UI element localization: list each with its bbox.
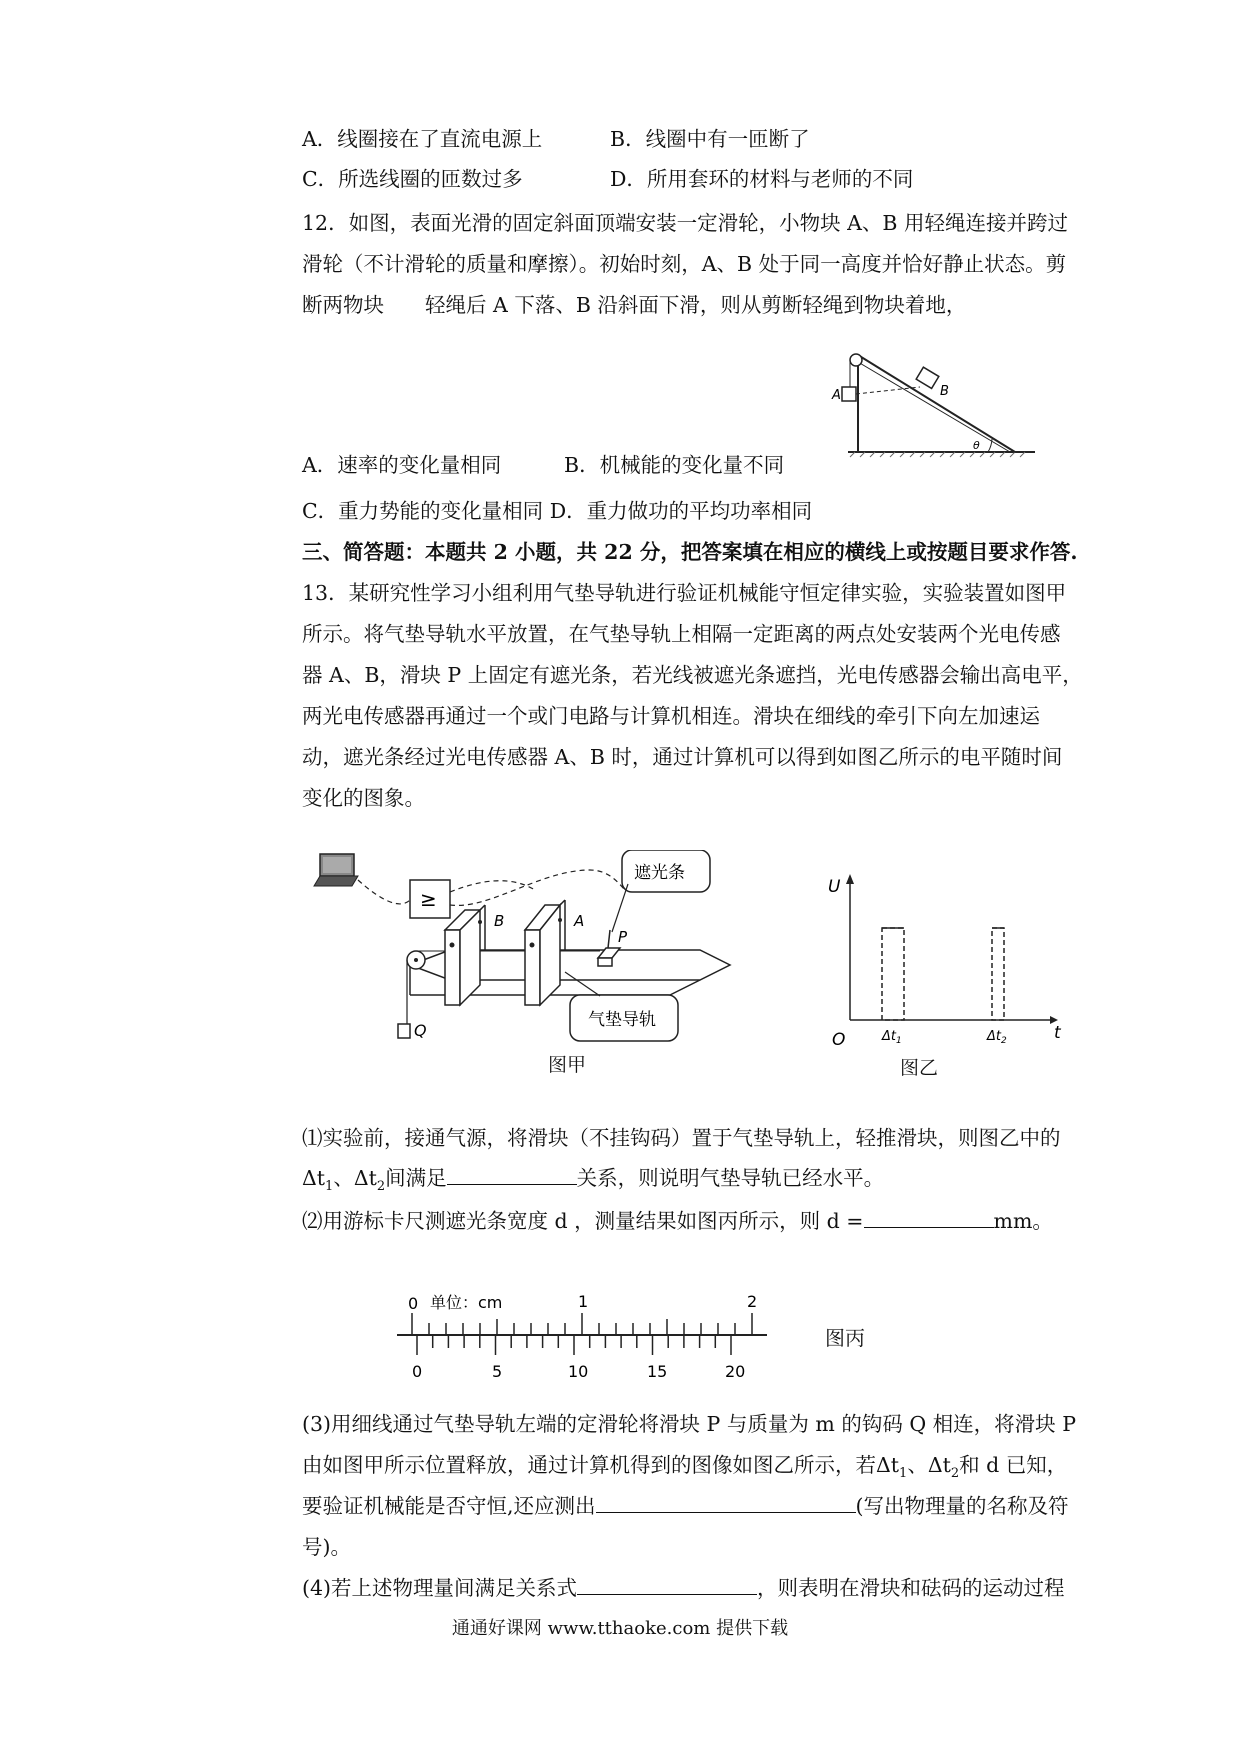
q13-stem-line-3: 器 A、B，滑块 P 上固定有遮光条，若光线被遮光条遮挡，光电传感器会输出高电平， (302, 663, 1083, 687)
callout-shade-strip (612, 850, 710, 932)
weight-q (398, 1024, 410, 1038)
q12-stem-line-3: 断两物块 轻绳后 A 下落、B 沿斜面下滑，则从剪断轻绳到物块着地， (302, 293, 967, 317)
caption-fig-bing: 图丙 (825, 1326, 865, 1350)
main-label-2: 2 (747, 1292, 758, 1311)
caption-fig-yi: 图乙 (900, 1057, 939, 1079)
callout-air-rail (565, 972, 678, 1041)
label-b: B (494, 912, 505, 930)
q11-option-d: D．所用套环的材料与老师的不同 (610, 167, 914, 191)
incline-pulley-figure (810, 345, 1045, 460)
q13-part3-line-3: 要验证机械能是否守恒,还应测出 (写出物理量的名称及符 (302, 1494, 1069, 1518)
unit-label: 单位：cm (430, 1293, 503, 1312)
label-q: Q (414, 1021, 427, 1040)
q13-part3-line-2: 由如图甲所示位置释放，通过计算机得到的图像如图乙所示，若$\Delta t_1$、$\Delta t_2$和 d 已知， (302, 1453, 1068, 1482)
y-axis-label: U (828, 877, 841, 897)
q13-stem-line-2: 所示。将气垫导轨水平放置，在气垫导轨上相隔一定距离的两点处安装两个光电传感 (302, 622, 1061, 646)
main-label-1: 1 (578, 1292, 589, 1311)
q11-option-b: B．线圈中有一匝断了 (610, 127, 810, 151)
answer-blank-4[interactable] (577, 1574, 757, 1595)
label-block-a: A (832, 388, 841, 403)
q13-part1-line-1: ⑴实验前，接通气源，将滑块（不挂钩码）置于气垫导轨上，轻推滑块，则图乙中的 (302, 1126, 1061, 1150)
q12-stem-line-2: 滑轮（不计滑轮的质量和摩擦）。初始时刻，A、B 处于同一高度并恰好静止状态。剪 (302, 252, 1067, 276)
q11-option-c: C．所选线圈的匝数过多 (302, 167, 523, 191)
label-angle-theta: θ (973, 439, 980, 452)
q13-stem-line-5: 动，遮光条经过光电传感器 A、B 时，通过计算机可以得到如图乙所示的电平随时间 (302, 745, 1063, 769)
vernier-label-10: 10 (568, 1362, 589, 1381)
q13-part4-line: (4)若上述物理量间满足关系式 ，则表明在滑块和砝码的运动过程 (302, 1576, 1065, 1600)
q13-stem-line-1: 13．某研究性学习小组利用气垫导轨进行验证机械能守恒定律实验，实验装置如图甲 (302, 581, 1067, 605)
caption-fig-jia: 图甲 (548, 1054, 587, 1076)
answer-blank-2[interactable] (864, 1207, 994, 1228)
q13-part3-line-4: 号)。 (302, 1535, 351, 1559)
label-p: P (618, 928, 628, 946)
q13-stem-line-6: 变化的图象。 (302, 786, 425, 810)
q13-part1-line-2: $\Delta t_1$、$\Delta t_2$间满足 关系，则说明气垫导轨已经水平。 (302, 1166, 885, 1195)
svg-text:气垫导轨: 气垫导轨 (588, 1010, 656, 1030)
pulse-1-label: $\Delta t_1$ (882, 1029, 902, 1046)
pulse-1 (882, 928, 904, 1020)
computer-icon (314, 854, 358, 886)
sensor-stand-b (445, 905, 485, 1005)
answer-blank-3[interactable] (596, 1492, 856, 1513)
or-gate-symbol: ≥ (420, 887, 437, 911)
q13-part3-line-1: (3)用细线通过气垫导轨左端的定滑轮将滑块 P 与质量为 m 的钩码 Q 相连，将滑块 P (302, 1412, 1076, 1436)
vernier-label-0: 0 (412, 1362, 423, 1381)
pulse-2 (992, 928, 1004, 1020)
pulse-2-label: $\Delta t_2$ (987, 1029, 1007, 1046)
q12-stem-line-1: 12．如图，表面光滑的固定斜面顶端安装一定滑轮，小物块 A、B 用轻绳连接并跨过 (302, 211, 1068, 235)
q12-option-b: B．机械能的变化量不同 (564, 453, 785, 477)
x-axis-label: t (1054, 1023, 1061, 1043)
main-label-0: 0 (408, 1294, 419, 1313)
q13-stem-line-4: 两光电传感器再通过一个或门电路与计算机相连。滑块在细线的牵引下向左加速运 (302, 704, 1040, 728)
vernier-label-15: 15 (647, 1362, 668, 1381)
label-a: A (574, 912, 585, 930)
air-track-figure (310, 850, 780, 1045)
answer-blank-1[interactable] (447, 1164, 577, 1185)
svg-text:遮光条: 遮光条 (634, 863, 685, 883)
sensor-stand-a (525, 900, 565, 1005)
vernier-caliper-figure (395, 1285, 775, 1385)
q13-part2-line: ⑵用游标卡尺测遮光条宽度 d ，测量结果如图丙所示，则 d = mm。 (302, 1209, 1053, 1233)
q11-option-a: A．线圈接在了直流电源上 (302, 127, 543, 151)
vernier-label-20: 20 (725, 1362, 746, 1381)
q12-option-a: A．速率的变化量相同 (302, 453, 502, 477)
vernier-label-5: 5 (492, 1362, 503, 1381)
page-footer: 通通好课网 www.tthaoke.com 提供下载 (451, 1618, 789, 1639)
q12-option-c: C．重力势能的变化量相同 (302, 499, 544, 523)
origin-label: O (832, 1030, 846, 1050)
q12-option-c-d (302, 497, 812, 525)
voltage-time-graph (822, 870, 1062, 1050)
section-3-heading: 三、简答题：本题共 2 小题，共 22 分，把答案填在相应的横线上或按题目要求作答. (302, 540, 1078, 564)
q12-option-d: D．重力做功的平均功率相同 (549, 499, 813, 523)
label-block-b: B (940, 384, 949, 399)
